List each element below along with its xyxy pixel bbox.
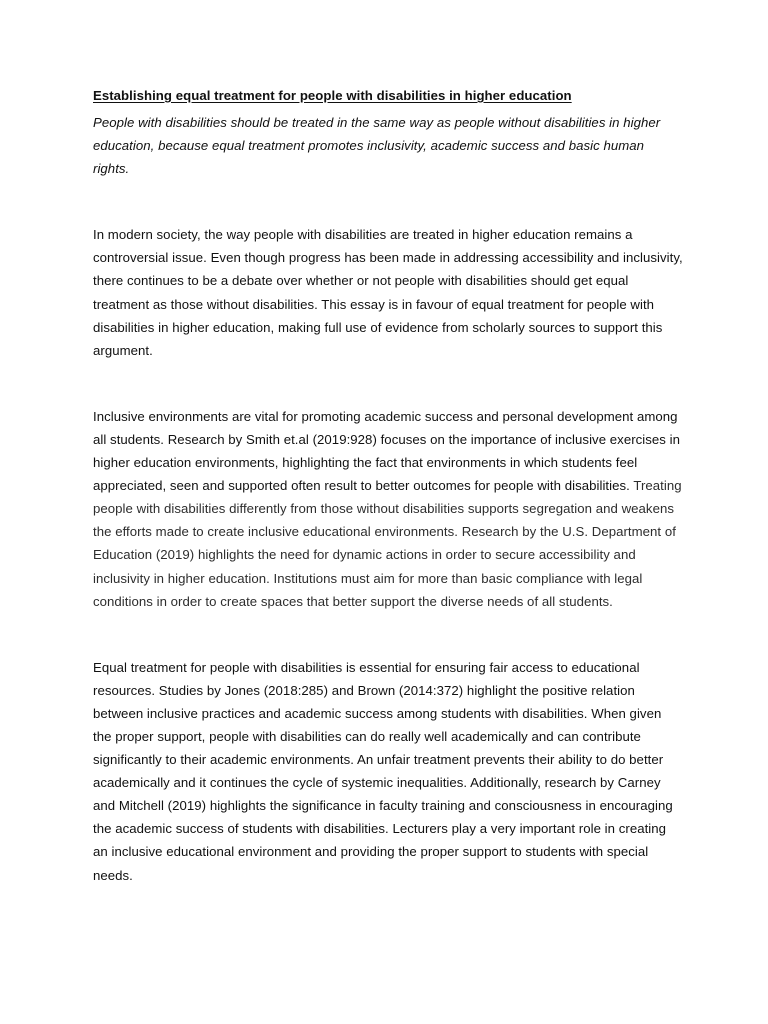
thesis-statement: People with disabilities should be treated in the same way as people without disabilities in higher education, because equal treatment promotes inclusivity, academic success and basic human rights. (93, 115, 661, 177)
paragraph-introduction: In modern society, the way people with disabilities are treated in higher education remains a controversial issue. Even though progress has been made in addressing accessibility and inclusivity, there continues to be a debate over whether or not people with disabilities should get equal treatment as those without disabilities. This essay is in favour of equal treatment for people with disabilities in higher education, making full use of evidence from scholarly sources to support this argument. (93, 227, 683, 358)
paragraph-equal-treatment: Equal treatment for people with disabilities is essential for ensuring fair access to educational resources. Studies by Jones (2018:285) and Brown (2014:372) highlight the positive relation between inclusive practices and academic success among students with disabilities. When given the proper support, people with disabilities can do really well academically and can contribute significantly to their academic environments. An unfair treatment prevents their ability to do better academically and it continues the cycle of systemic inequalities. Additionally, research by Carney and Mitchell (2019) highlights the significance in faculty training and consciousness in encouraging the academic success of students with disabilities. Lecturers play a very important role in creating an inclusive educational environment and providing the proper support to students with special needs. (93, 659, 673, 883)
paragraph-inclusive-environments-part-a: Inclusive environments are vital for promoting academic success and personal development among all students. Research by Smith et.al (2019:928) focuses on the importance of inclusive exercises in higher education environments, highlighting the fact that environments in which students feel appreciated, seen and supported often result to better outcomes for people with disabilities. (93, 408, 681, 494)
paragraph-inclusive-environments (93, 405, 683, 613)
document-title: Establishing equal treatment for people with disabilities in higher education (93, 88, 572, 103)
paragraph-inclusive-environments-part-b: Treating people with disabilities differently from those without disabilities supports segregation and weakens the efforts made to create inclusive educational environments. Research by the U.S. Department of Education (2019) highlights the need for dynamic actions in order to secure accessibility and inclusivity in higher education. Institutions must aim for more than basic compliance with legal conditions in order to create spaces that better support the diverse needs of all students. (93, 478, 682, 609)
document-body (93, 86, 683, 887)
